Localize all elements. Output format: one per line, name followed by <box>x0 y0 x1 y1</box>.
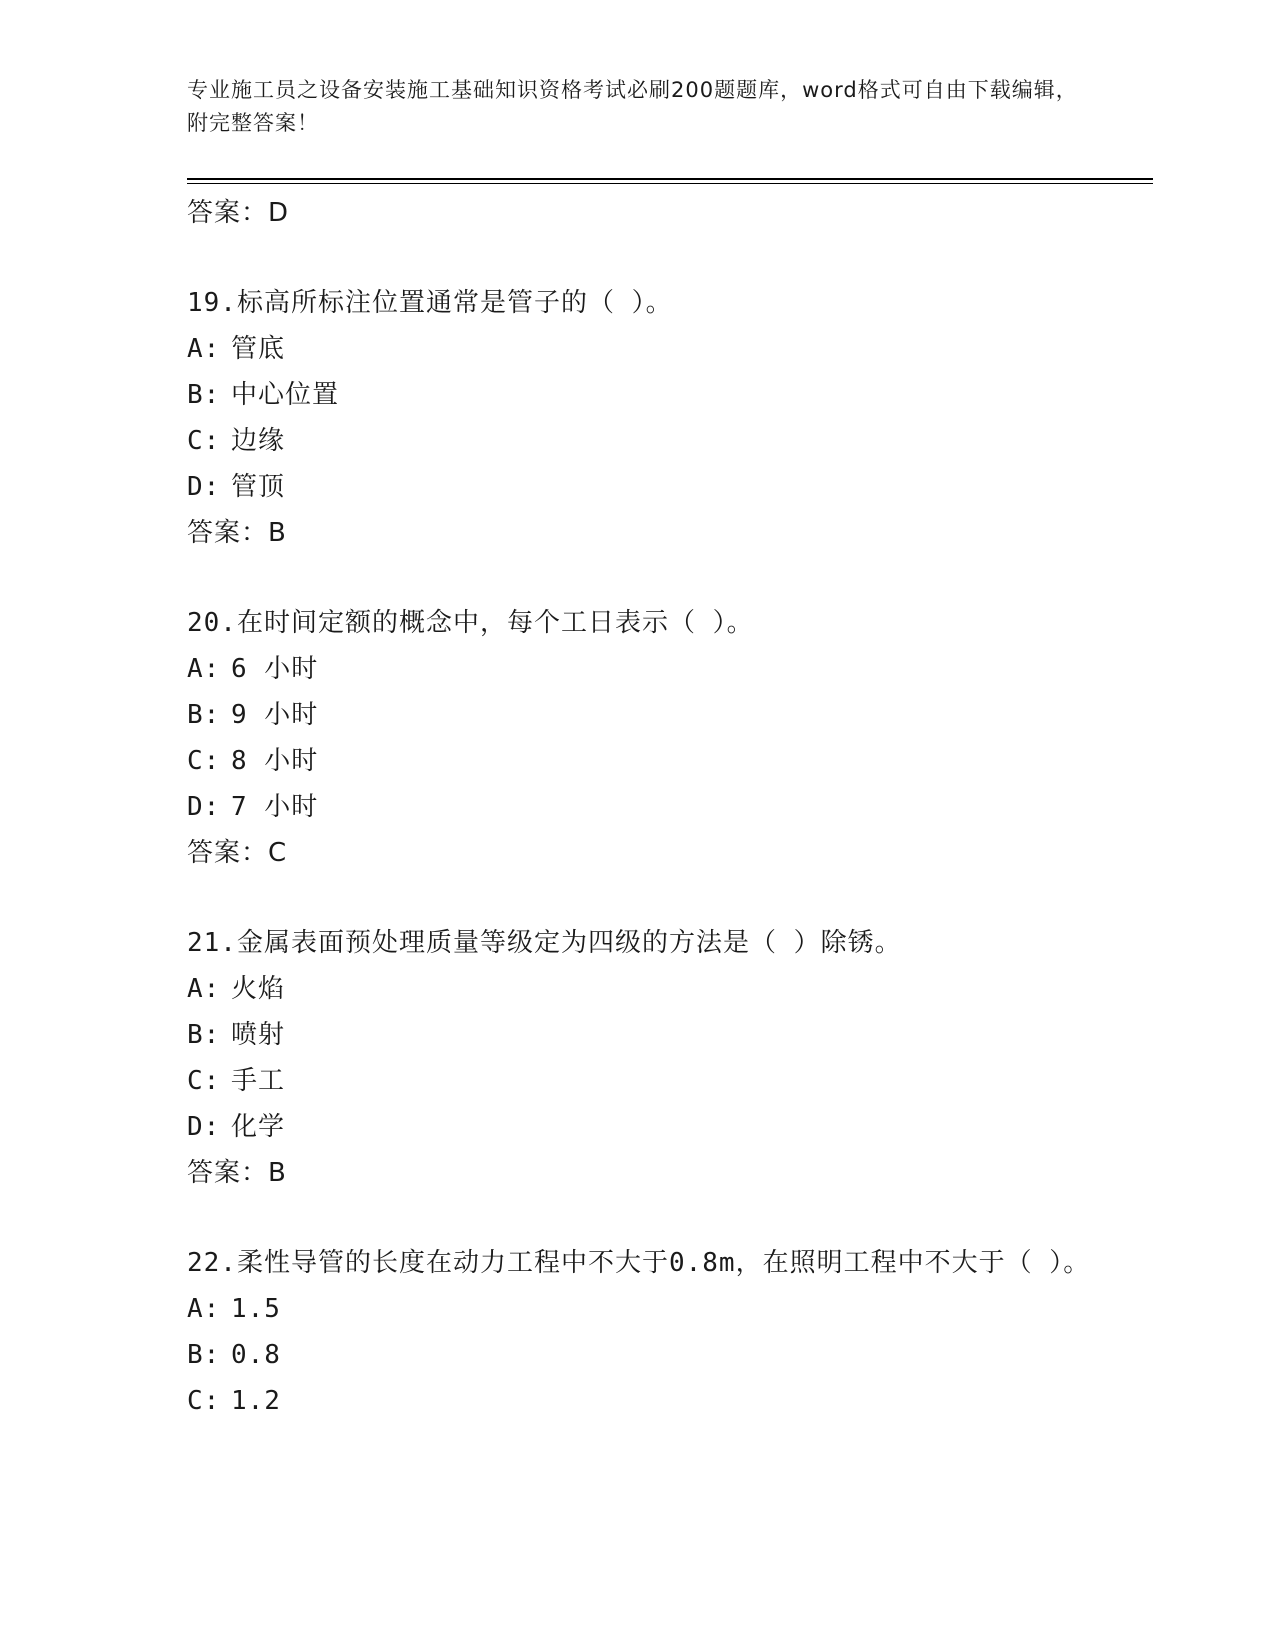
option-b <box>187 1332 1087 1378</box>
option-key: B: <box>187 1340 221 1370</box>
option-text: 管顶 <box>231 472 286 502</box>
option-text: 6 小时 <box>231 654 319 684</box>
question-21 <box>187 920 1087 1196</box>
option-text: 管底 <box>231 334 286 364</box>
option-text: 0.8 <box>231 1340 281 1370</box>
question-list <box>187 190 1091 1424</box>
question-text <box>187 600 1092 646</box>
question-text <box>187 920 1092 966</box>
previous-answer: 答案：D <box>187 198 290 228</box>
option-key: C: <box>187 1386 221 1416</box>
option-key: A: <box>187 974 221 1004</box>
option-text: 喷射 <box>231 1020 286 1050</box>
option-b <box>187 1012 1087 1058</box>
option-text: 1.5 <box>231 1294 281 1324</box>
option-key: A: <box>187 654 221 684</box>
question-stem: 标高所标注位置通常是管子的（ ）。 <box>236 288 673 318</box>
option-key: D: <box>187 472 221 502</box>
answer: 答案：B <box>187 518 287 548</box>
option-key: B: <box>187 380 221 410</box>
option-key: C: <box>187 746 221 776</box>
option-text: 9 小时 <box>231 700 319 730</box>
question-22 <box>187 1240 1091 1424</box>
question-20 <box>187 600 1087 876</box>
option-a <box>187 646 1087 692</box>
option-c <box>187 1058 1087 1104</box>
option-a <box>187 966 1087 1012</box>
option-a <box>187 1286 1087 1332</box>
question-19 <box>187 280 1087 556</box>
question-stem: 金属表面预处理质量等级定为四级的方法是（ ）除锈。 <box>236 928 902 958</box>
option-key: A: <box>187 334 221 364</box>
option-c <box>187 418 1087 464</box>
question-stem: 柔性导管的长度在动力工程中不大于0.8m，在照明工程中不大于（ ）。 <box>236 1248 1091 1278</box>
option-text: 化学 <box>231 1112 286 1142</box>
option-key: D: <box>187 792 221 822</box>
option-key: B: <box>187 700 221 730</box>
option-text: 边缘 <box>231 426 286 456</box>
option-text: 8 小时 <box>231 746 319 776</box>
option-d <box>187 464 1087 510</box>
option-text: 7 小时 <box>231 792 319 822</box>
option-key: C: <box>187 426 221 456</box>
option-text: 中心位置 <box>231 380 340 410</box>
question-number: 21. <box>187 928 237 958</box>
option-c <box>187 738 1087 784</box>
option-text: 火焰 <box>231 974 286 1004</box>
option-text: 1.2 <box>231 1386 281 1416</box>
option-key: C: <box>187 1066 221 1096</box>
question-number: 20. <box>187 608 237 638</box>
option-key: A: <box>187 1294 221 1324</box>
answer: 答案：B <box>187 1158 287 1188</box>
document-header: 专业施工员之设备安装施工基础知识资格考试必刷200题题库，word格式可自由下载编辑，附完整答案！ <box>187 78 1078 135</box>
option-b <box>187 692 1087 738</box>
option-key: D: <box>187 1112 221 1142</box>
header-rule-thin <box>187 183 1153 184</box>
question-text <box>187 1240 1092 1286</box>
question-number: 19. <box>187 288 237 318</box>
header-rule-thick <box>187 178 1153 180</box>
question-text <box>187 280 1092 326</box>
question-number: 22. <box>187 1248 237 1278</box>
question-stem: 在时间定额的概念中，每个工日表示（ ）。 <box>236 608 754 638</box>
option-d <box>187 1104 1087 1150</box>
option-a <box>187 326 1087 372</box>
option-text: 手工 <box>231 1066 286 1096</box>
answer: 答案：C <box>187 838 288 868</box>
option-b <box>187 372 1087 418</box>
option-d <box>187 784 1087 830</box>
option-key: B: <box>187 1020 221 1050</box>
option-c <box>187 1378 1087 1424</box>
